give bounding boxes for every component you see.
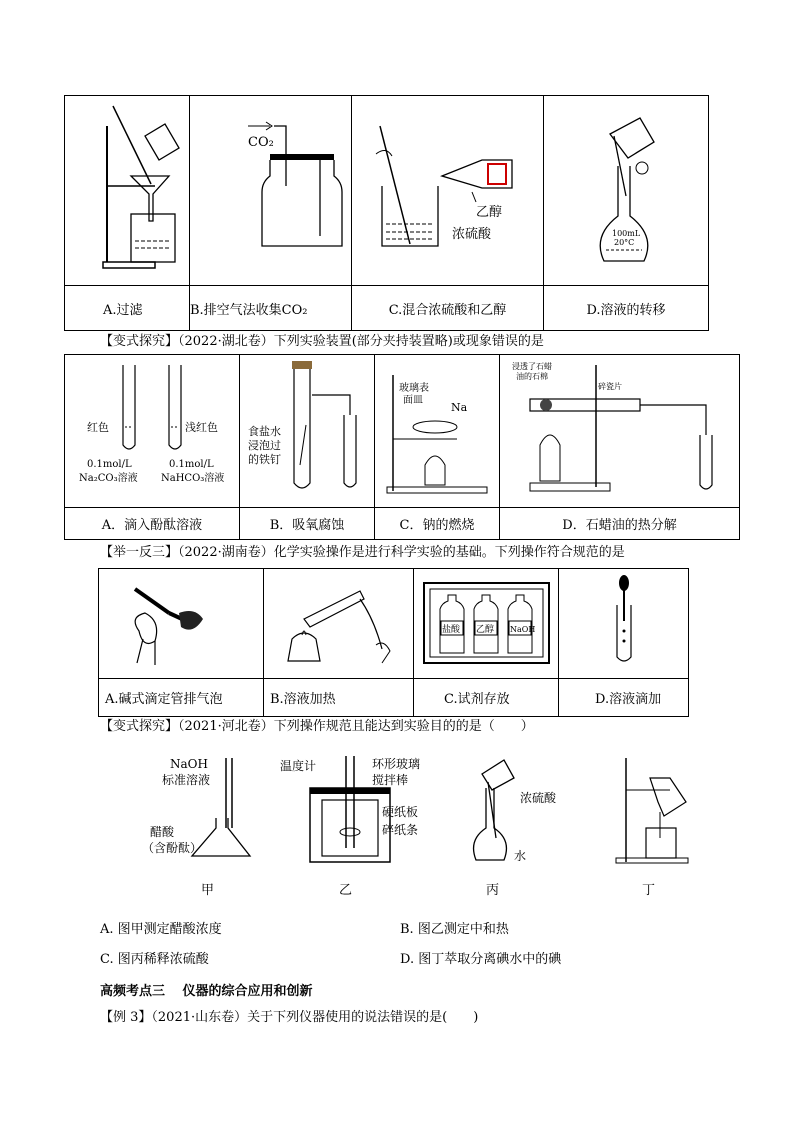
caption2-b: B．吸氧腐蚀	[240, 508, 375, 540]
caption3-b: B.溶液加热	[264, 679, 414, 717]
figure-reagent-storage	[414, 569, 559, 679]
conc2-label: 0.1mol/L	[169, 459, 214, 470]
figure-heating-solution	[264, 569, 414, 679]
section-title: 高频考点三 仪器的综合应用和创新	[100, 984, 313, 999]
co2-label: CO₂	[248, 135, 274, 150]
figure-burette-bubble	[99, 569, 264, 679]
caption-b: B.排空气法收集CO₂	[190, 286, 352, 331]
caption2-c: C．钠的燃烧	[375, 508, 500, 540]
nail-label-1: 食盐水	[248, 425, 281, 438]
conc1-label: 0.1mol/L	[87, 459, 132, 470]
figure-name-bing: 丙	[486, 883, 500, 898]
thermometer-label: 温度计	[280, 759, 317, 773]
paper-label: 碎纸条	[382, 823, 419, 837]
shards-label: 碎瓷片	[598, 382, 622, 391]
caption-c: C.混合浓硫酸和乙醇	[352, 286, 544, 331]
figure-filtration	[65, 96, 190, 286]
option-d: D. 图丁萃取分离碘水中的碘	[400, 952, 562, 967]
acetic-label-1: 醋酸	[150, 825, 175, 839]
caption-a: A.过滤	[65, 286, 190, 331]
na-label: Na	[451, 401, 468, 414]
acetic-label-2: （含酚酞）	[142, 841, 203, 855]
caption-d: D.溶液的转移	[544, 286, 709, 331]
caption3-a: A.碱式滴定管排气泡	[99, 679, 264, 717]
paraffin-label-2: 油的石棉	[516, 372, 548, 381]
figure-phenolphthalein	[65, 355, 240, 508]
bottle-label-hcl: 盐酸	[442, 625, 461, 635]
figure-name-ding: 丁	[642, 883, 656, 898]
option-a: A. 图甲测定醋酸浓度	[100, 922, 222, 937]
figure-oxygen-corrosion	[240, 355, 375, 508]
ethanol-label: 乙醇	[476, 205, 503, 220]
figure-dropping-solution	[559, 569, 689, 679]
stirrer-label-2: 搅拌棒	[372, 773, 409, 787]
watch-glass-label-1: 玻璃表	[399, 383, 429, 394]
caption3-d: D.溶液滴加	[559, 679, 689, 717]
option-b: B. 图乙测定中和热	[400, 922, 509, 937]
naoh-label-2: 标准溶液	[162, 773, 211, 787]
example-3: 【例 3】（2021·山东卷）关于下列仪器使用的说法错误的是( )	[100, 1010, 479, 1025]
red-label: 红色	[87, 421, 109, 434]
nail-label-3: 的铁钉	[248, 453, 281, 466]
watch-glass-label-2: 面皿	[403, 395, 423, 406]
conc-acid-label: 浓硫酸	[520, 791, 557, 805]
sol1-label: Na₂CO₃溶液	[79, 473, 138, 484]
table-apparatus-1	[64, 95, 709, 331]
question-example-3: 【举一反三】（2022·湖南卷）化学实验操作是进行科学实验的基础。下列操作符合规范的是	[100, 545, 625, 560]
light-red-label: 浅红色	[185, 421, 218, 434]
sol2-label: NaHCO₃溶液	[161, 473, 225, 484]
caption2-a: A．滴入酚酞溶液	[65, 508, 240, 540]
water-label: 水	[514, 849, 527, 863]
nail-label-2: 浸泡过	[248, 439, 281, 452]
caption2-d: D．石蜡油的热分解	[500, 508, 740, 540]
caption3-c: C.试剂存放	[414, 679, 559, 717]
flask-temp-label: 20°C	[614, 238, 635, 247]
bottle-label-ethanol: 乙醇	[476, 625, 495, 635]
figure-four-apparatus	[142, 748, 710, 898]
paraffin-label-1: 浸透了石蜡	[512, 362, 552, 371]
figure-co2-collection	[190, 96, 352, 286]
board-label: 硬纸板	[382, 805, 419, 819]
conc-h2so4-label: 浓硫酸	[452, 227, 492, 242]
stirrer-label-1: 环形玻璃	[372, 757, 421, 771]
figure-solution-transfer	[544, 96, 709, 286]
bottle-label-naoh: NaOH	[510, 625, 536, 634]
question-variant-2: 【变式探究】（2021·河北卷）下列操作规范且能达到实验目的的是（ ）	[100, 719, 534, 734]
table-apparatus-2	[64, 354, 740, 540]
figure-name-yi: 乙	[339, 883, 353, 898]
option-c: C. 图丙稀释浓硫酸	[100, 952, 209, 967]
naoh-label-1: NaOH	[170, 757, 208, 771]
figure-paraffin-decomposition	[500, 355, 740, 508]
flask-volume-label: 100mL	[612, 229, 641, 238]
figure-name-jia: 甲	[201, 883, 215, 898]
figure-mix-acid-ethanol	[352, 96, 544, 286]
table-apparatus-3	[98, 568, 689, 717]
figure-sodium-burning	[375, 355, 500, 508]
question-variant-1: 【变式探究】（2022·湖北卷）下列实验装置(部分夹持装置略)或现象错误的是	[100, 334, 544, 349]
